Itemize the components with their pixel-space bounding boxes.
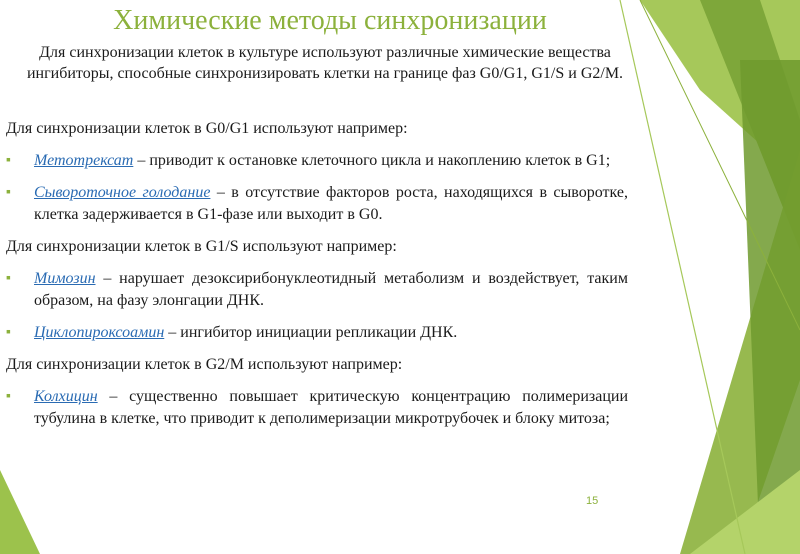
bullet-item <box>6 182 628 226</box>
term-description: – ингибитор инициации репликации ДНК. <box>164 324 458 341</box>
intro-paragraph: Для синхронизации клеток в культуре используют различные химические вещества ингибиторы, способные синхронизировать клетки на границе фаз G0/G1, G1/S и G2/M. <box>26 44 624 82</box>
term-link[interactable]: Метотрексат <box>34 152 134 169</box>
bullet-marker-icon: ▪ <box>6 153 11 168</box>
slide-title: Химические методы синхронизации <box>113 5 547 36</box>
bullet-item <box>6 268 628 312</box>
page-number: 15 <box>586 495 599 507</box>
term-description: – в отсутствие факторов роста, находящихся в сыворотке, клетка задерживается в G1-фазе или выходит в G0. <box>34 184 628 223</box>
term-link[interactable]: Мимозин <box>34 270 96 287</box>
term-link[interactable]: Колхицин <box>34 388 98 405</box>
bullet-item <box>6 386 628 430</box>
bullet-marker-icon: ▪ <box>6 325 11 340</box>
section-heading: Для синхронизации клеток в G0/G1 используют например: <box>6 120 408 137</box>
term-description: – приводит к остановке клеточного цикла и накоплению клеток в G1; <box>133 152 611 169</box>
bullet-item <box>6 150 628 172</box>
term-description: – существенно повышает критическую концентрацию полимеризации тубулина в клетке, что приводит к деполимеризации микротрубочек и блоку митоза; <box>34 388 628 427</box>
section-heading: Для синхронизации клеток в G2/M используют например: <box>6 356 403 373</box>
bullet-item <box>6 322 628 344</box>
term-link[interactable]: Сывороточное голодание <box>34 184 211 201</box>
bullet-marker-icon: ▪ <box>6 271 11 286</box>
bullet-marker-icon: ▪ <box>6 185 11 200</box>
section-heading: Для синхронизации клеток в G1/S используют например: <box>6 238 397 255</box>
term-link[interactable]: Циклопироксоамин <box>34 324 165 341</box>
term-description: – нарушает дезоксирибонуклеотидный метаболизм и воздействует, таким образом, на фазу элонгации ДНК. <box>34 270 628 309</box>
bullet-marker-icon: ▪ <box>6 389 11 404</box>
content-area <box>6 118 628 440</box>
